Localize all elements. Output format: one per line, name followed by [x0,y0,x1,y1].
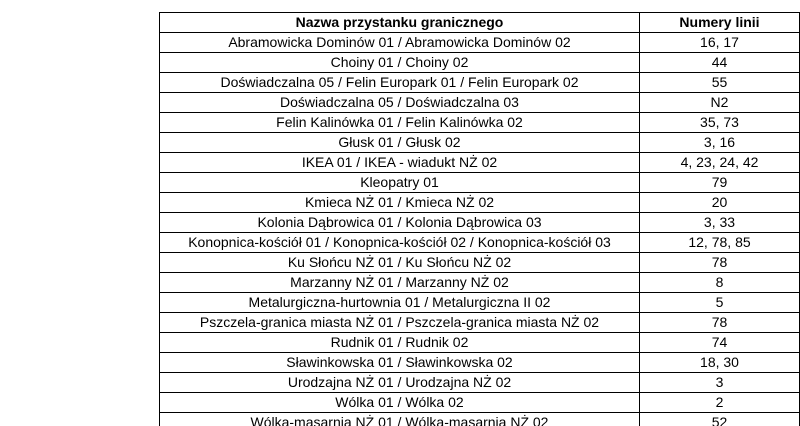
table-row [160,273,800,293]
table-row [160,53,800,73]
table-row [160,173,800,193]
line-numbers-cell: 18, 30 [640,353,800,373]
line-numbers-cell: 2 [640,393,800,413]
stop-name-cell: Konopnica-kościół 01 / Konopnica-kościół 02 / Konopnica-kościół 03 [160,233,640,253]
line-numbers-cell: 78 [640,313,800,333]
line-numbers-cell: 79 [640,173,800,193]
stop-name-cell: Rudnik 01 / Rudnik 02 [160,333,640,353]
table-row [160,293,800,313]
line-numbers-cell: N2 [640,93,800,113]
stop-name-cell: Urodzajna NŻ 01 / Urodzajna NŻ 02 [160,373,640,393]
line-numbers-cell: 35, 73 [640,113,800,133]
table-row [160,413,800,426]
line-numbers-cell: 3, 33 [640,213,800,233]
table-row [160,153,800,173]
column-header-stop-name: Nazwa przystanku granicznego [160,13,640,33]
table-row [160,313,800,333]
table-row [160,233,800,253]
line-numbers-cell: 4, 23, 24, 42 [640,153,800,173]
table-row [160,73,800,93]
table-row [160,113,800,133]
stop-name-cell: Głusk 01 / Głusk 02 [160,133,640,153]
table-row [160,353,800,373]
table-row [160,33,800,53]
table-header-row [160,13,800,33]
line-numbers-cell: 78 [640,253,800,273]
line-numbers-cell: 52 [640,413,800,426]
table-row [160,193,800,213]
stop-name-cell: Ku Słońcu NŻ 01 / Ku Słońcu NŻ 02 [160,253,640,273]
stop-name-cell: Wólka 01 / Wólka 02 [160,393,640,413]
table-row [160,133,800,153]
line-numbers-cell: 16, 17 [640,33,800,53]
line-numbers-cell: 74 [640,333,800,353]
column-header-line-numbers: Numery linii [640,13,800,33]
stop-name-cell: Pszczela-granica miasta NŻ 01 / Pszczela-granica miasta NŻ 02 [160,313,640,333]
stop-name-cell: Choiny 01 / Choiny 02 [160,53,640,73]
stop-name-cell: Doświadczalna 05 / Felin Europark 01 / Felin Europark 02 [160,73,640,93]
stop-name-cell: Abramowicka Dominów 01 / Abramowicka Dominów 02 [160,33,640,53]
stop-name-cell: Felin Kalinówka 01 / Felin Kalinówka 02 [160,113,640,133]
table-row [160,393,800,413]
line-numbers-cell: 8 [640,273,800,293]
stop-name-cell: Marzanny NŻ 01 / Marzanny NŻ 02 [160,273,640,293]
table-row [160,373,800,393]
border-stops-table [159,12,800,426]
line-numbers-cell: 55 [640,73,800,93]
stop-name-cell: Kleopatry 01 [160,173,640,193]
stop-name-cell: Sławinkowska 01 / Sławinkowska 02 [160,353,640,373]
stop-name-cell: Kmieca NŻ 01 / Kmieca NŻ 02 [160,193,640,213]
line-numbers-cell: 3 [640,373,800,393]
line-numbers-cell: 44 [640,53,800,73]
stop-name-cell: IKEA 01 / IKEA - wiadukt NŻ 02 [160,153,640,173]
stop-name-cell: Wólka-masarnia NŻ 01 / Wólka-masarnia NŻ 02 [160,413,640,426]
stop-name-cell: Metalurgiczna-hurtownia 01 / Metalurgiczna II 02 [160,293,640,313]
line-numbers-cell: 12, 78, 85 [640,233,800,253]
line-numbers-cell: 20 [640,193,800,213]
line-numbers-cell: 5 [640,293,800,313]
stop-name-cell: Kolonia Dąbrowica 01 / Kolonia Dąbrowica 03 [160,213,640,233]
table-row [160,333,800,353]
line-numbers-cell: 3, 16 [640,133,800,153]
table-row [160,253,800,273]
table-body [160,33,800,426]
table-row [160,213,800,233]
table-row [160,93,800,113]
stop-name-cell: Doświadczalna 05 / Doświadczalna 03 [160,93,640,113]
